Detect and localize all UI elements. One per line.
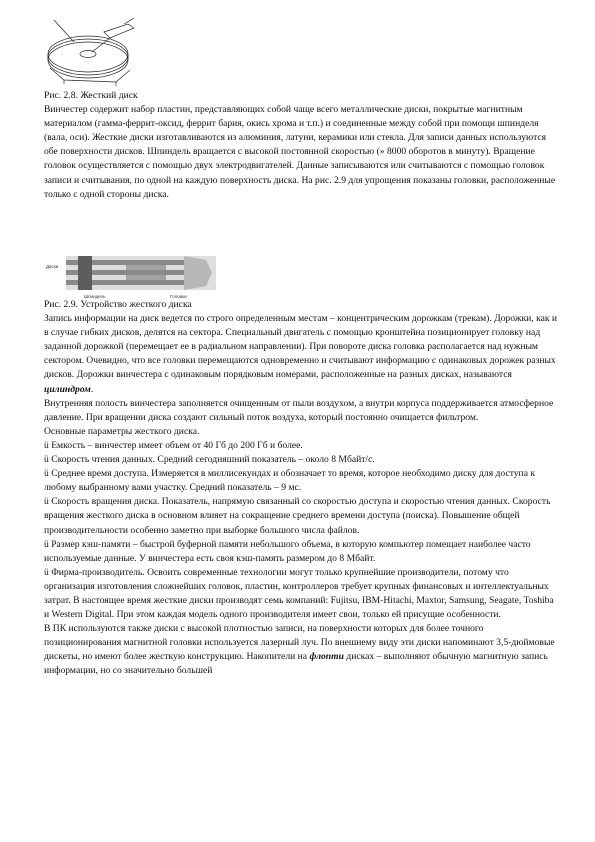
- text-block-1: [44, 89, 559, 202]
- paragraph-high-density-disks: В ПК используются также диски с высокой плотностью записи, на поверхности которых для более точного позиционирования магнитной головки используется лазерный луч. По внешнему виду эти диски напоминают 3,5-дюймовые дискеты, но имеют более жесткую конструкцию. Накопители на флопти дисках – выполняют обычную магнитную запись информации, но со значительно большей: [44, 623, 555, 677]
- disks-label: Диски: [46, 264, 59, 269]
- figure-2-9-caption: Рис. 2.9. Устройство жесткого диска: [44, 299, 192, 310]
- parameters-heading: Основные параметры жесткого диска.: [44, 425, 200, 437]
- paragraph-air-filter: Внутренняя полость винчестера заполняется очищенным от пыли воздухом, а внутри корпуса поддерживается атмосферное давление. При вращении диска создают сильный поток воздуха, который постоянно очищается фильтром.: [44, 397, 554, 423]
- text-block-2: [44, 298, 559, 679]
- hard-disk-drawing: [44, 12, 140, 88]
- figure-2-8-caption: Рис. 2.8. Жесткий диск: [44, 90, 138, 101]
- parameter-access-time: ü Среднее время доступа. Измеряется в миллисекундах и обозначает то время, которое необходимо диску для доступа к любому выбранному вами участку. Средний показатель – 9 мс.: [44, 468, 536, 494]
- heads-label: Головки: [170, 294, 187, 299]
- hard-disk-device-drawing: [44, 256, 220, 300]
- cylinder-term: цилиндром: [44, 383, 91, 395]
- parameter-read-speed: ü Скорость чтения данных. Средний сегодняшний показатель – около 8 Мбайт/с.: [44, 454, 375, 466]
- parameter-rotation-speed: ü Скорость вращения диска. Показатель, напрямую связанный со скоростью доступа и скоростью чтения данных. Скорость вращения жесткого диска в основном влияет на сокращение среднего времени доступа (поиска). Повышение общей производительности особенно заметно при выборке большого числа файлов.: [44, 496, 551, 536]
- floptical-term: флопти: [309, 651, 344, 663]
- parameter-cache-size: ü Размер кэш-памяти – быстрой буферной памяти небольшого объема, в которую компьютер помещает наиболее часто используемые данные. У винчестера есть своя кэш-память размером до 8 Мбайт.: [44, 538, 531, 564]
- parameter-capacity: ü Емкость – винчестер имеет объем от 40 Гб до 200 Гб и более.: [44, 439, 303, 451]
- spindle-label: Шпиндель: [84, 294, 106, 299]
- parameter-manufacturer: ü Фирма-производитель. Освоить современные технологии могут только крупнейшие производители, потому что организация изготовления сложнейших головок, пластин, контроллеров требует крупных финансовых и интеллектуальных затрат. В настоящее время жесткие диски производят семь компаний: Fujitsu, IBM-Hitachi, Maxtor, Samsung, Seagate, Toshiba и Western Digital. При этом каждая модель одного производителя имеет свои, только ей присущие особенности.: [44, 566, 554, 621]
- paragraph-disk-structure: Винчестер содержит набор пластин, представляющих собой чаще всего металлические диски, покрытые магнитным материалом (гамма-феррит-оксид, феррит бария, окись хрома и т.п.) и соединенные между собой при помощи шпинделя (вала, оси). Жесткие диски изготавливаются из алюминия, латуни, керамики или стекла. Для записи данных используются обе поверхности дисков. Шпиндель вращается с высокой постоянной скоростью (» 8000 оборотов в минуту). Вращение головок осуществляется с помощью двух электродвигателей. Данные записываются или считываются с помощью головок записи и считывания, по одной на каждую поверхность диска. На рис. 2.9 для упрощения показаны головки, расположенные только с одной стороны диска.: [44, 104, 556, 200]
- paragraph-tracks-sectors: Запись информации на диск ведется по строго определенным местам – концентрическим дорожкам (трекам). Дорожки, как и в случае гибких дисков, делятся на сектора. Специальный двигатель с помощью кронштейна позиционирует головку над заданной дорожкой (перемещает ее в радиальном направлении). При повороте диска головка располагается над нужным сектором. Очевидно, что все головки перемещаются одновременно и считывают информацию с одинаковых дорожек разных дисков. Дорожки винчестера с одинаковым порядковым номерами, расположенные на разных дисках, называются цилиндром.: [44, 313, 558, 395]
